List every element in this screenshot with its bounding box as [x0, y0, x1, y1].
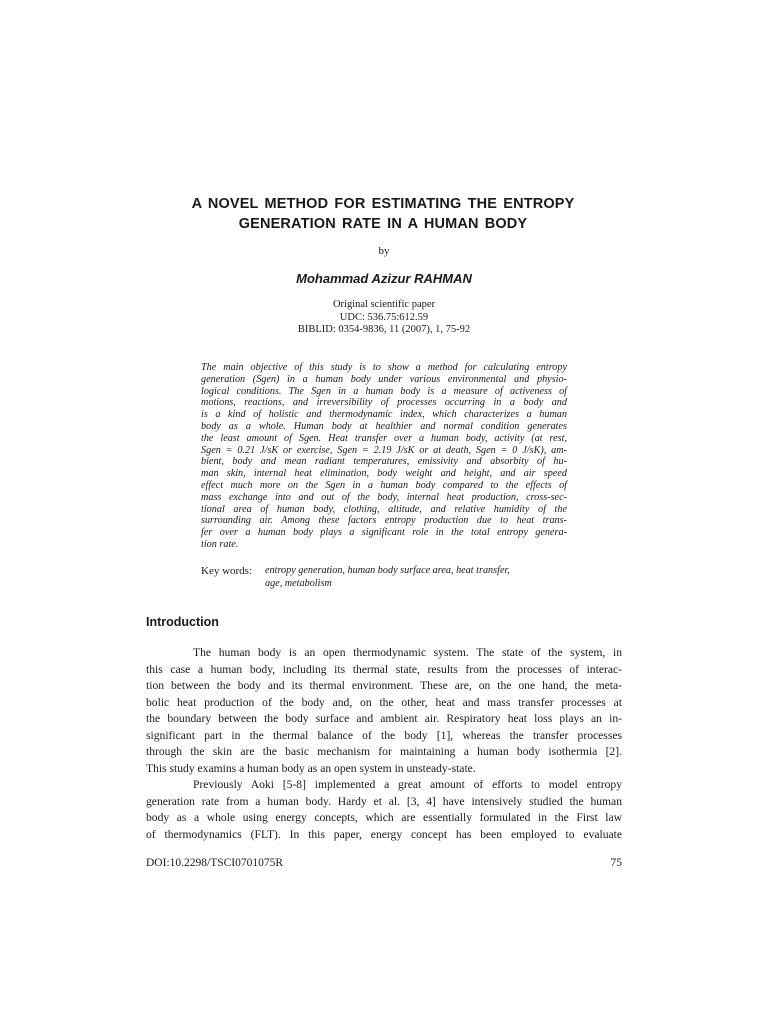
udc-code: UDC: 536.75:612.59: [339, 311, 429, 323]
body-line: Previously Aoki [5-8] implemented a great amount of efforts to model entropy: [193, 778, 622, 791]
abstract-line: Sgen = 0.21 J/sK or exercise, Sgen = 2.19 J/sK or at death, Sgen = 0 J/sK), am-: [201, 444, 567, 456]
body-line: This study examins a human body as an open system in unsteady-state.: [146, 761, 476, 775]
abstract-line: man skin, internal heat elimination, body weight and height, and air speed: [201, 468, 567, 480]
keywords-list: [265, 565, 567, 590]
footer-doi: DOI:10.2298/TSCI0701075R: [146, 857, 284, 869]
abstract-line: motions, reactions, and irreversibility of processes occurring in a body and: [201, 397, 567, 409]
abstract-line: mass exchange into and out of the body, internal heat production, cross-sec-: [201, 491, 567, 503]
title-line-1: A NOVEL METHOD FOR ESTIMATING THE ENTROPY: [191, 196, 575, 212]
biblid: BIBLID: 0354-9836, 11 (2007), 1, 75-92: [297, 324, 471, 335]
paper-metadata: [0, 299, 768, 337]
body-line: this case a human body, including its thermal state, results from the processes of interac-: [146, 662, 622, 676]
section-heading-introduction: Introduction: [146, 615, 219, 629]
keywords-line-1: entropy generation, human body surface area, heat transfer,: [265, 565, 510, 576]
body-line: bolic heat production of the body and, on the other, heat and mass transfer processes at: [146, 695, 622, 709]
keywords-label: Key words:: [201, 565, 253, 577]
body-line: body as a whole using energy concepts, which are essentially formulated in the First law: [146, 811, 622, 824]
body-line: The human body is an open thermodynamic system. The state of the system, in: [193, 646, 622, 659]
body-line: tion between the body and its thermal environment. These are, on the one hand, the meta-: [146, 679, 622, 692]
paper-type: Original scientific paper: [332, 299, 436, 310]
body-line: the boundary between the body surface and ambient air. Respiratory heat loss plays an in-: [146, 712, 622, 725]
paper-title: [150, 194, 616, 234]
abstract-line: logical conditions. The Sgen in a human body is a measure of activeness of: [201, 385, 567, 397]
keywords-line-2: age, metabolism: [265, 577, 332, 589]
abstract-line: fer over a human body plays a significant role in the total entropy genera-: [201, 527, 567, 539]
abstract-line: is a kind of holistic and thermodynamic index, which characterizes a human: [201, 409, 567, 421]
body-line: of thermodynamics (FLT). In this paper, energy concept has been employed to evaluate: [146, 827, 622, 841]
body-line: generation rate from a human body. Hardy et al. [3, 4] have intensively studied the human: [146, 794, 622, 808]
author-name: Mohammad Azizur RAHMAN: [296, 271, 472, 286]
title-line-2: GENERATION RATE IN A HUMAN BODY: [238, 216, 528, 232]
abstract-line: bient, body and mean radiant temperatures, emissivity and absorbity of hu-: [201, 456, 567, 468]
by-label: by: [378, 245, 390, 257]
abstract: [201, 362, 567, 551]
abstract-line: generation (Sgen) in a human body under various environmental and physio-: [201, 373, 567, 385]
abstract-line: effect much more on the Sgen in a human body compared to the effects of: [201, 479, 567, 491]
introduction-body: [146, 645, 622, 843]
abstract-line: The main objective of this study is to show a method for calculating entropy: [201, 362, 567, 373]
abstract-line: the least amount of Sgen. Heat transfer over a human body, activity (at rest,: [201, 432, 567, 444]
abstract-line: body as a whole. Human body at healthier and normal condition generates: [201, 420, 567, 432]
abstract-line: tion rate.: [201, 538, 239, 550]
body-line: significant part in the thermal balance of the body [1], whereas the transfer processes: [146, 728, 622, 742]
page-number: 75: [610, 857, 622, 869]
body-line: through the skin are the basic mechanism for maintaining a human body isothermia [2].: [146, 745, 622, 758]
abstract-line: tional area of human body, clothing, altitude, and relative humidity of the: [201, 503, 567, 515]
abstract-line: surrounding air. Among these factors entropy production due to heat trans-: [201, 515, 567, 527]
